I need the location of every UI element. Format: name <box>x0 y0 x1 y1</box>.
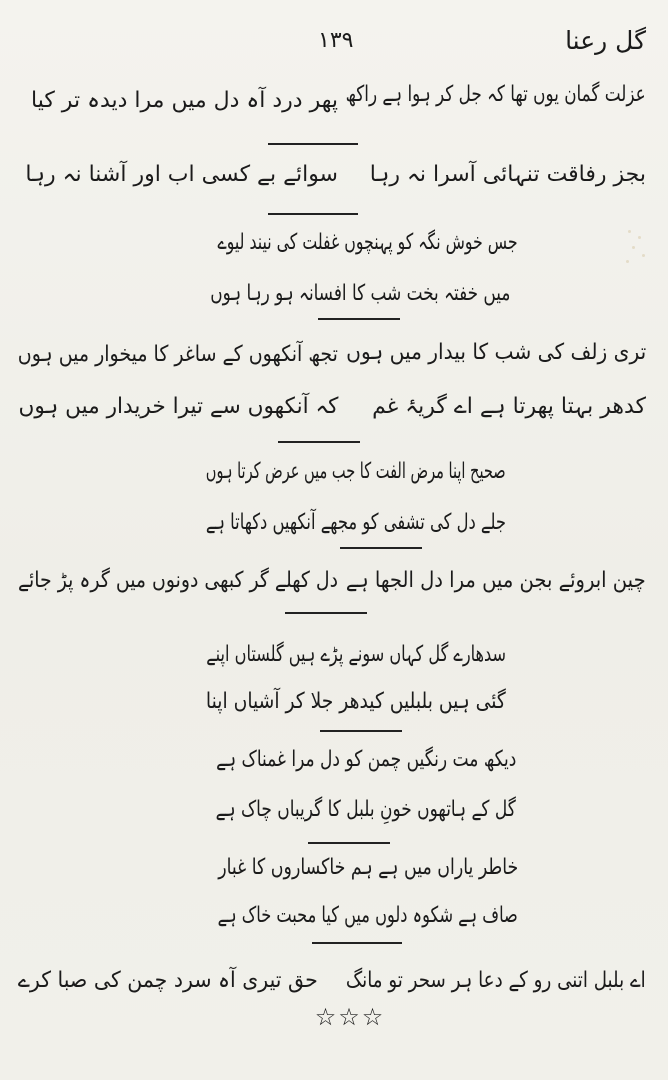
couplet-5-misra-1: کدھر بہتا پھرتا ہے اے گریۂ غم <box>372 394 646 419</box>
couplet-4-misra-1: تری زلف کی شب کا بیدار میں ہوں <box>345 340 646 365</box>
couplet-6-misra-2: جلے دل کی تشفی کو مجھے آنکھیں دکھاتا ہے <box>205 510 506 535</box>
couplet-11-misra-2: حق تیری آہ سرد چمن کی صبا کرے <box>18 968 318 993</box>
couplet-2-misra-1: بجز رفاقت تنہائی آسرا نہ رہا <box>369 162 646 187</box>
couplet-5-misra-2: کہ آنکھوں سے تیرا خریدار میں ہوں <box>18 394 338 419</box>
separator <box>268 213 358 215</box>
couplet-11-misra-1: اے بلبل اتنی رو کے دعا ہر سحر تو مانگ <box>346 968 646 993</box>
end-stars: ☆☆☆ <box>314 1003 386 1031</box>
couplet-8-misra-2: گئی ہیں بلبلیں کیدھر جلا کر آشیاں اپنا <box>206 689 506 714</box>
couplet-9-misra-2: گل کے ہاتھوں خونِ بلبل کا گریباں چاک ہے <box>215 797 516 822</box>
separator <box>312 942 402 944</box>
print-speckle <box>624 228 648 268</box>
couplet-2-misra-2: سوائے بے کسی اب اور آشنا نہ رہا <box>25 162 338 187</box>
separator <box>285 612 367 614</box>
couplet-8-misra-1: سدھارے گل کہاں سونے پڑے ہیں گلستاں اپنے <box>206 642 506 667</box>
separator <box>308 842 390 844</box>
separator <box>320 730 402 732</box>
couplet-3-misra-1: جس خوش نگہ کو پہنچوں غفلت کی نیند لیوے <box>217 230 518 255</box>
page-header <box>0 26 668 66</box>
page-number: ١٣٩ <box>318 28 354 53</box>
couplet-7-misra-2: دل کھلے گر کبھی دونوں میں گرہ پڑ جائے <box>17 568 338 593</box>
couplet-7-misra-1: چین ابروئے بجن میں مرا دل الجھا ہے <box>346 568 646 593</box>
couplet-3-misra-2: میں خفتہ بخت شب کا افسانہ ہو رہا ہوں <box>209 281 510 306</box>
couplet-1-misra-1: عزلت گمان یوں تھا کہ جل کر ہوا ہے راکھ <box>345 82 646 107</box>
separator <box>278 441 360 443</box>
separator <box>268 143 358 145</box>
separator <box>318 318 400 320</box>
couplet-10-misra-2: صاف ہے شکوہ دلوں میں کیا محبت خاک ہے <box>217 903 518 928</box>
book-title: گل رعنا <box>565 26 646 55</box>
couplet-10-misra-1: خاطر یاراں میں ہے ہم خاکساروں کا غبار <box>217 855 518 880</box>
couplet-6-misra-1: صحیح اپنا مرض الفت کا جب میں عرض کرتا ہوں <box>206 459 506 484</box>
couplet-4-misra-2: تجھ آنکھوں کے ساغر کا میخوار میں ہوں <box>17 342 338 367</box>
couplet-9-misra-1: دیکھ مت رنگیں چمن کو دل مرا غمناک ہے <box>215 747 516 772</box>
separator <box>340 547 422 549</box>
couplet-1-misra-2: پھر درد آہ دل میں مرا دیدہ تر کیا <box>31 88 338 113</box>
